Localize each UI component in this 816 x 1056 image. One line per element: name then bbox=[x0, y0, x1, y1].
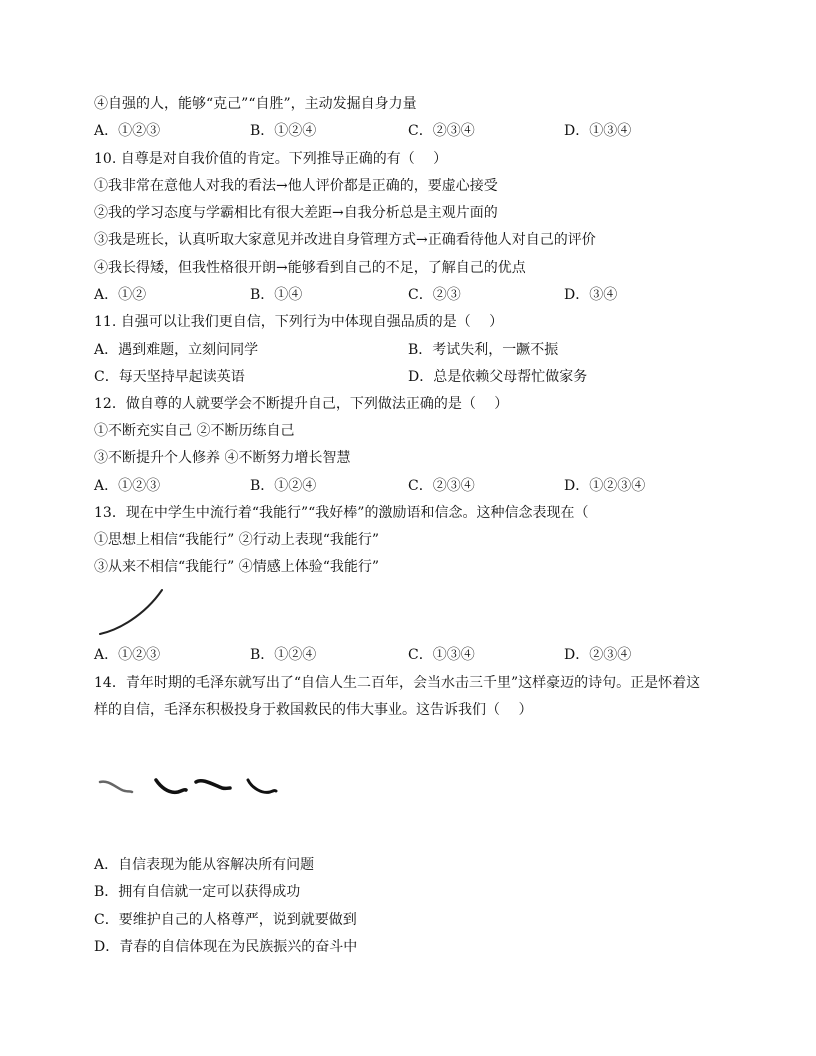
q14-option-b: B．拥有自信就一定可以获得成功 bbox=[94, 884, 301, 900]
q12-option-b: B．①②④ bbox=[250, 478, 317, 494]
brush-strokes-image bbox=[98, 772, 282, 804]
q13-option-a: A．①②③ bbox=[94, 647, 161, 663]
q10-item-3: ③我是班长，认真听取大家意见并改进自身管理方式→正确看待他人对自己的评价 bbox=[94, 232, 596, 248]
q10-stem: 10. 自尊是对自我价值的肯定。下列推导正确的有（ ） bbox=[94, 151, 448, 167]
q10-item-4: ④我长得矮，但我性格很开朗→能够看到自己的不足，了解自己的优点 bbox=[94, 260, 526, 276]
q12-items-line-2: ③不断提升个人修养 ④不断努力增长智慧 bbox=[94, 450, 351, 466]
q11-option-d: D．总是依赖父母帮忙做家务 bbox=[408, 369, 588, 385]
q11-option-a: A．遇到难题，立刻问同学 bbox=[94, 342, 259, 358]
q9-option-b: B．①②④ bbox=[250, 123, 317, 139]
q12-items-line-1: ①不断充实自己 ②不断历练自己 bbox=[94, 423, 295, 439]
q12-option-a: A．①②③ bbox=[94, 478, 161, 494]
q13-option-c: C．①③④ bbox=[408, 647, 475, 663]
q11-option-b: B．考试失利，一蹶不振 bbox=[408, 342, 559, 358]
q14-stem-line-2: 样的自信，毛泽东积极投身于救国救民的伟大事业。这告诉我们（ ） bbox=[94, 702, 533, 718]
q13-option-d: D．②③④ bbox=[564, 647, 632, 663]
q14-option-d: D．青春的自信体现在为民族振兴的奋斗中 bbox=[94, 939, 358, 955]
q13-items-line-2: ③从来不相信“我能行” ④情感上体验“我能行” bbox=[94, 559, 380, 575]
q12-stem: 12．做自尊的人就要学会不断提升自己，下列做法正确的是（ ） bbox=[94, 396, 509, 412]
q13-option-b: B．①②④ bbox=[250, 647, 317, 663]
q12-option-d: D．①②③④ bbox=[564, 478, 646, 494]
q10-option-c: C．②③ bbox=[408, 287, 461, 303]
q13-stem: 13．现在中学生中流行着“我能行”“我好棒”的激励语和信念。这种信念表现在（ bbox=[94, 505, 589, 521]
q11-stem: 11. 自强可以让我们更自信，下列行为中体现自强品质的是（ ） bbox=[94, 314, 504, 330]
q10-option-a: A．①② bbox=[94, 287, 147, 303]
pen-stroke-mark bbox=[96, 586, 168, 638]
q14-option-a: A．自信表现为能从容解决所有问题 bbox=[94, 857, 315, 873]
q10-option-b: B．①④ bbox=[250, 287, 303, 303]
q11-option-c: C．每天坚持早起读英语 bbox=[94, 369, 245, 385]
q14-stem-line-1: 14．青年时期的毛泽东就写出了“自信人生二百年，会当水击三千里”这样豪迈的诗句。正是怀着这 bbox=[94, 675, 701, 691]
q9-option-c: C．②③④ bbox=[408, 123, 475, 139]
q10-item-1: ①我非常在意他人对我的看法→他人评价都是正确的，要虚心接受 bbox=[94, 178, 498, 194]
q10-option-d: D．③④ bbox=[564, 287, 618, 303]
q12-option-c: C．②③④ bbox=[408, 478, 475, 494]
q9-option-a: A．①②③ bbox=[94, 123, 161, 139]
q13-items-line-1: ①思想上相信“我能行” ②行动上表现“我能行” bbox=[94, 532, 380, 548]
q10-item-2: ②我的学习态度与学霸相比有很大差距→自我分析总是主观片面的 bbox=[94, 205, 498, 221]
q14-option-c: C．要维护自己的人格尊严，说到就要做到 bbox=[94, 912, 357, 928]
q9-option-d: D．①③④ bbox=[564, 123, 632, 139]
q9-item-4: ④自强的人，能够“克己”“自胜”，主动发掘自身力量 bbox=[94, 96, 417, 112]
